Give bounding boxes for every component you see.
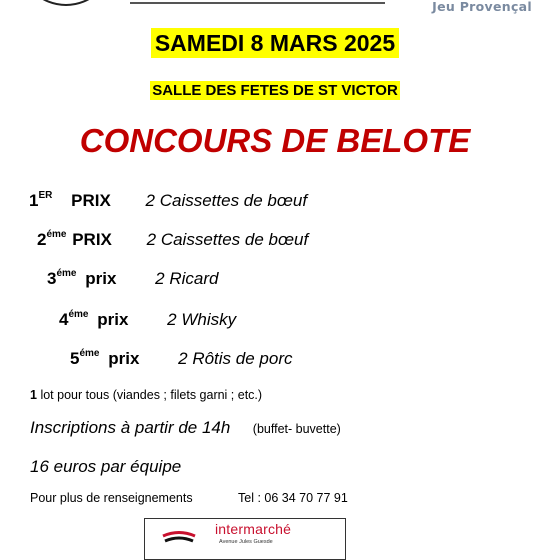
- prize-label: PRIX: [72, 230, 112, 249]
- prize-description: 2 Ricard: [155, 269, 219, 288]
- sponsor-brand: intermarché: [215, 521, 292, 537]
- entry-price: 16 euros par équipe: [30, 457, 182, 476]
- prize-label: prix: [85, 269, 117, 288]
- inscriptions-note: (buffet- buvette): [252, 422, 341, 436]
- prize-label: prix: [97, 310, 129, 329]
- inscriptions-info: [30, 418, 341, 438]
- sponsor-ad: [144, 518, 346, 560]
- prize-label: prix: [108, 349, 140, 368]
- sponsor-logo-icon: [159, 529, 199, 547]
- prize-3: [47, 268, 218, 289]
- prize-description: 2 Caissettes de bœuf: [146, 230, 309, 249]
- lot-count: 1: [30, 388, 37, 402]
- prize-5: [70, 348, 292, 369]
- prize-rank-number: 2: [37, 230, 47, 249]
- prize-2: [37, 229, 308, 250]
- prize-rank-suffix: ER: [38, 190, 53, 201]
- prize-1: [29, 190, 307, 211]
- prize-label: PRIX: [71, 191, 111, 210]
- prize-description: 2 Whisky: [167, 310, 237, 329]
- prize-description: 2 Rôtis de porc: [178, 349, 293, 368]
- prize-rank-suffix: éme: [68, 309, 89, 320]
- lot-info: [30, 388, 262, 402]
- prize-4: [59, 309, 236, 330]
- event-venue-text: SALLE DES FETES DE ST VICTOR: [152, 82, 398, 99]
- prize-rank-number: 3: [47, 269, 57, 288]
- inscriptions-text: Inscriptions à partir de 14h: [30, 418, 231, 437]
- contact-phone: Tel : 06 34 70 77 91: [238, 491, 348, 505]
- event-date: [0, 30, 550, 57]
- sponsor-address: Avenue Jules Guesde: [219, 539, 273, 545]
- event-date-text: SAMEDI 8 MARS 2025: [151, 28, 399, 58]
- organization-name: Jeu Provençal: [432, 0, 532, 14]
- prize-rank-suffix: éme: [46, 229, 67, 240]
- prize-rank-number: 5: [70, 349, 80, 368]
- lot-text: lot pour tous (viandes ; filets garni ; etc.): [40, 388, 263, 402]
- header-divider: [130, 2, 385, 4]
- contact-label: Pour plus de renseignements: [30, 491, 193, 505]
- prize-description: 2 Caissettes de bœuf: [145, 191, 308, 210]
- event-venue: [0, 82, 550, 100]
- event-title: CONCOURS DE BELOTE: [79, 122, 471, 159]
- prize-rank-number: 1: [29, 191, 39, 210]
- prize-rank-number: 4: [59, 310, 69, 329]
- club-logo: [18, 0, 114, 6]
- prize-rank-suffix: éme: [79, 348, 100, 359]
- prize-rank-suffix: éme: [56, 268, 77, 279]
